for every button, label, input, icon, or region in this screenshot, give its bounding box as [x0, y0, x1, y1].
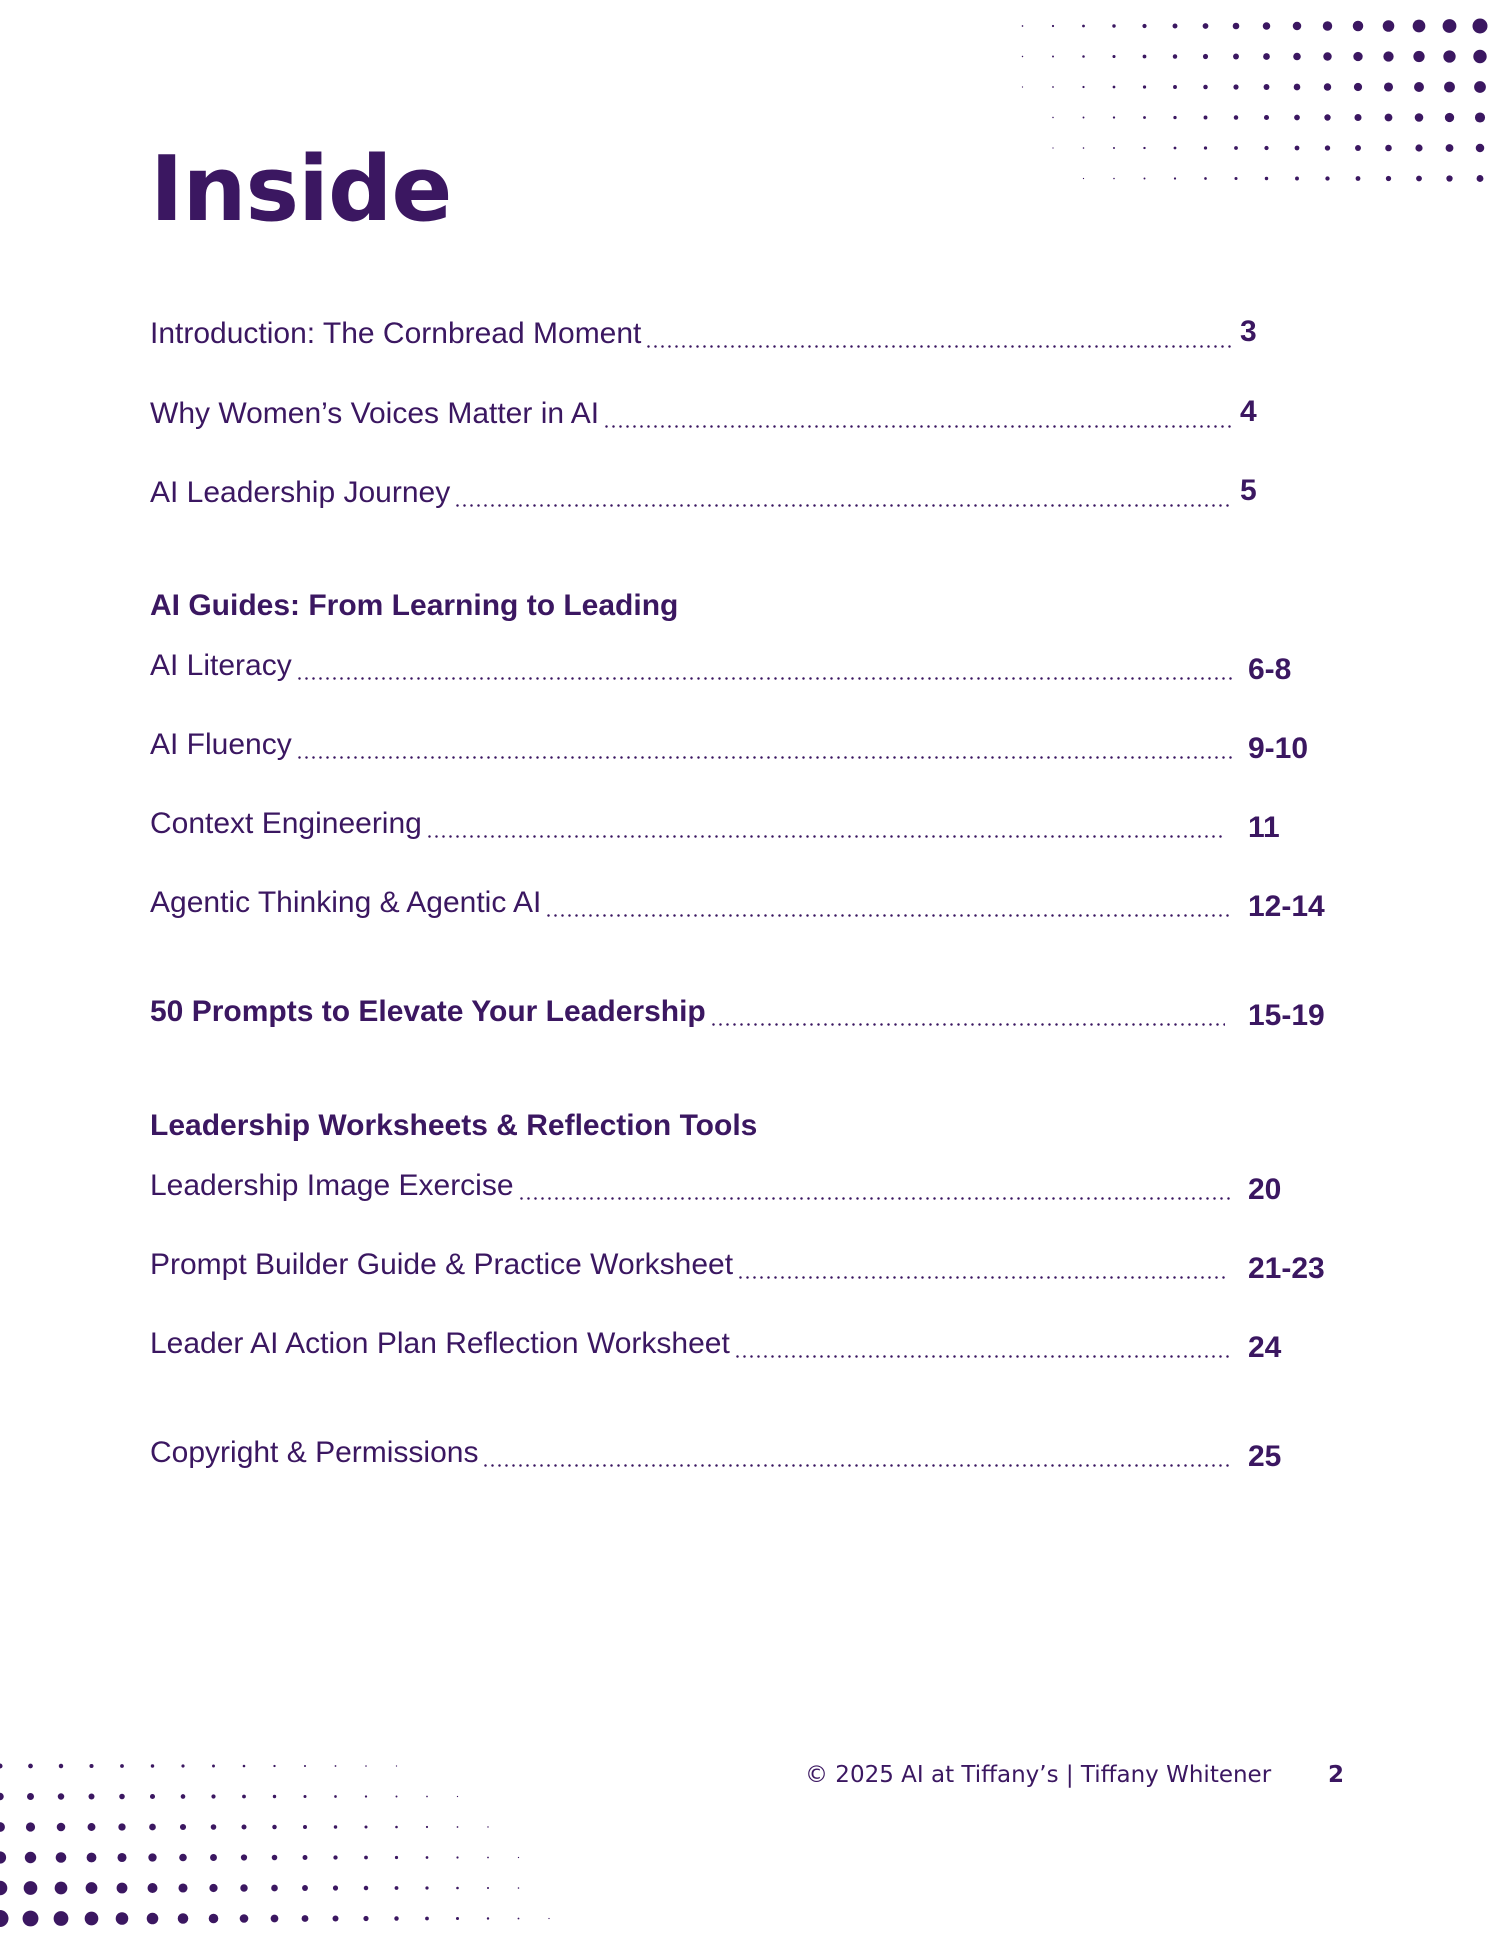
bottom-dot — [55, 1882, 68, 1895]
top-dot — [1415, 144, 1422, 151]
top-dot — [1443, 50, 1455, 62]
top-dot — [1142, 24, 1146, 28]
bottom-dot — [59, 1764, 63, 1768]
bottom-dot — [457, 1826, 459, 1828]
bottom-dot — [487, 1917, 489, 1919]
bottom-dot — [0, 1910, 9, 1927]
bottom-dot — [457, 1796, 458, 1797]
bottom-dot — [120, 1764, 124, 1768]
bottom-dot — [548, 1918, 549, 1919]
footer-page-number: 2 — [1328, 1762, 1345, 1788]
bottom-dot — [364, 1856, 368, 1860]
bottom-dot — [332, 1915, 338, 1921]
bottom-dot — [365, 1765, 367, 1767]
top-dot — [1113, 147, 1115, 149]
toc-entry-leadership-image-exercise[interactable] — [150, 1162, 1340, 1206]
top-dot — [1473, 50, 1486, 63]
top-dot — [1173, 85, 1177, 89]
top-dot — [1324, 114, 1330, 120]
bottom-dot — [211, 1794, 215, 1798]
bottom-dot — [149, 1824, 156, 1831]
top-dot — [1385, 145, 1392, 152]
bottom-dot — [487, 1857, 489, 1859]
bottom-dot — [181, 1764, 184, 1767]
toc-entry-leader-ai-action-plan[interactable] — [150, 1320, 1340, 1364]
bottom-dot — [394, 1916, 398, 1920]
bottom-dot — [395, 1886, 399, 1890]
dot-leader — [296, 677, 1233, 680]
top-dot — [1416, 176, 1422, 182]
bottom-dot — [334, 1825, 337, 1828]
top-dot — [1353, 21, 1364, 32]
toc-page-number: 5 — [1240, 474, 1257, 507]
top-dot — [1293, 22, 1301, 30]
bottom-dot — [151, 1764, 154, 1767]
top-dot — [1234, 146, 1238, 150]
top-dot — [1052, 25, 1054, 27]
bottom-dot — [456, 1856, 458, 1858]
top-dot — [1143, 85, 1146, 88]
bottom-dot — [178, 1913, 189, 1924]
top-dot — [1203, 54, 1208, 59]
bottom-dot — [0, 1851, 6, 1863]
bottom-dot — [272, 1855, 278, 1861]
bottom-dot — [54, 1911, 69, 1926]
top-dot — [1173, 24, 1178, 29]
top-dot — [1234, 115, 1238, 119]
bottom-dot — [0, 1822, 5, 1832]
bottom-dot — [89, 1764, 93, 1768]
toc-entry-label: AI Leadership Journey — [150, 476, 451, 509]
bottom-dot — [333, 1885, 338, 1890]
top-dot — [1203, 85, 1208, 90]
bottom-dot — [303, 1825, 307, 1829]
bottom-dot — [456, 1917, 459, 1920]
top-dot — [1415, 113, 1424, 122]
dot-leader — [426, 835, 1225, 838]
top-dot — [1052, 117, 1053, 118]
top-dot — [1112, 24, 1115, 27]
top-dot — [1355, 145, 1361, 151]
toc-page-number: 20 — [1248, 1173, 1282, 1206]
toc-entry-ai-literacy[interactable] — [150, 642, 1340, 686]
top-dot — [1203, 23, 1209, 29]
top-dot — [1324, 83, 1331, 90]
top-dot — [1022, 56, 1023, 57]
toc-entry-50-prompts[interactable] — [150, 988, 1340, 1032]
top-dot — [1113, 178, 1115, 180]
top-dot — [1446, 144, 1454, 152]
bottom-dot — [240, 1914, 249, 1923]
top-dot — [1174, 177, 1176, 179]
toc-entry-ai-fluency[interactable] — [150, 721, 1340, 765]
toc-page-number: 12-14 — [1248, 890, 1325, 923]
toc-entry-label: Copyright & Permissions — [150, 1436, 479, 1469]
bottom-dot — [426, 1826, 428, 1828]
bottom-dot — [518, 1857, 519, 1858]
toc-entry-why-womens-voices[interactable] — [150, 390, 1340, 434]
top-dot — [1173, 54, 1177, 58]
bottom-dot — [58, 1793, 64, 1799]
dot-leader — [710, 1023, 1225, 1026]
bottom-dot — [456, 1887, 459, 1890]
dot-leader — [645, 345, 1233, 348]
top-dot — [1446, 175, 1452, 181]
bottom-dot — [395, 1826, 398, 1829]
bottom-dot — [147, 1913, 159, 1925]
top-dot — [1233, 84, 1238, 89]
toc-entry-agentic-thinking[interactable] — [150, 879, 1340, 923]
top-dot — [1082, 25, 1085, 28]
bottom-dot — [363, 1916, 368, 1921]
dot-leader — [454, 504, 1233, 507]
top-dot — [1356, 176, 1361, 181]
bottom-dot — [395, 1856, 398, 1859]
top-dot — [1385, 114, 1393, 122]
bottom-dot — [210, 1854, 217, 1861]
toc-entry-label: Leadership Image Exercise — [150, 1169, 514, 1202]
bottom-dot — [27, 1793, 34, 1800]
top-dot — [1083, 147, 1085, 149]
top-dot — [1144, 178, 1146, 180]
bottom-dot — [241, 1854, 247, 1860]
top-dot — [1386, 176, 1391, 181]
top-dot — [1082, 55, 1085, 58]
toc-page-number: 21-23 — [1248, 1252, 1325, 1285]
toc-page-number: 3 — [1240, 315, 1257, 348]
top-dot — [1052, 56, 1054, 58]
top-dot — [1263, 22, 1271, 30]
top-dot — [1173, 116, 1176, 119]
top-dot — [1383, 51, 1393, 61]
bottom-dot — [0, 1763, 3, 1768]
bottom-dot — [242, 1795, 246, 1799]
top-dot — [1113, 116, 1115, 118]
bottom-dot — [28, 1764, 33, 1769]
top-dot — [1384, 82, 1393, 91]
top-dot — [1445, 113, 1454, 122]
bottom-dot — [303, 1855, 308, 1860]
top-dot — [1477, 175, 1484, 182]
top-dot — [1294, 84, 1301, 91]
top-dot — [1263, 53, 1270, 60]
bottom-dot — [87, 1853, 97, 1863]
bottom-dot — [487, 1826, 488, 1827]
bottom-dot — [148, 1883, 158, 1893]
toc-entry-label: AI Fluency — [150, 728, 292, 761]
top-dot — [1264, 115, 1269, 120]
top-dot — [1474, 81, 1486, 93]
toc-entry-label: Leader AI Action Plan Reflection Worksheet — [150, 1327, 730, 1360]
toc-page-number: 6-8 — [1248, 653, 1292, 686]
bottom-dot — [271, 1915, 279, 1923]
top-dot — [1475, 112, 1485, 122]
toc-page-number: 11 — [1248, 811, 1280, 844]
halftone-dots-top-right — [860, 0, 1500, 200]
bottom-dot — [334, 1795, 337, 1798]
top-dot — [1234, 177, 1237, 180]
bottom-dot — [271, 1885, 278, 1892]
bottom-dot — [242, 1825, 247, 1830]
bottom-dot — [26, 1822, 35, 1831]
bottom-dot — [273, 1795, 276, 1798]
bottom-dot — [335, 1765, 337, 1767]
top-dot — [1264, 84, 1270, 90]
toc-entry-label: AI Literacy — [150, 649, 292, 682]
top-dot — [1265, 177, 1268, 180]
toc-page-number: 4 — [1240, 395, 1257, 428]
bottom-dot — [117, 1853, 126, 1862]
bottom-dot — [425, 1917, 429, 1921]
bottom-dot — [426, 1796, 428, 1798]
toc-entry-label: Context Engineering — [150, 807, 422, 840]
top-dot — [1113, 86, 1116, 89]
top-dot — [1476, 144, 1485, 153]
bottom-dot — [25, 1852, 36, 1863]
dot-leader — [545, 914, 1233, 917]
top-dot — [1083, 178, 1084, 179]
bottom-dot — [212, 1765, 215, 1768]
section-heading-ai-guides: AI Guides: From Learning to Leading — [150, 589, 679, 622]
bottom-dot — [119, 1794, 125, 1800]
section-heading-worksheets: Leadership Worksheets & Reflection Tools — [150, 1109, 758, 1142]
bottom-dot — [273, 1765, 275, 1767]
halftone-dots-bottom-left — [0, 1750, 700, 1940]
bottom-dot — [179, 1854, 187, 1862]
toc-entry-label: Why Women’s Voices Matter in AI — [150, 397, 600, 430]
bottom-dot — [150, 1794, 155, 1799]
footer-copyright: © 2025 AI at Tiffany’s | Tiffany Whitener — [805, 1762, 1272, 1788]
top-dot — [1295, 177, 1299, 181]
top-dot — [1052, 147, 1053, 148]
top-dot — [1233, 23, 1240, 30]
bottom-dot — [333, 1855, 337, 1859]
bottom-dot — [181, 1794, 186, 1799]
top-dot — [1444, 82, 1455, 93]
bottom-dot — [364, 1825, 367, 1828]
bottom-dot — [57, 1823, 66, 1832]
top-dot — [1323, 52, 1331, 60]
top-dot — [1294, 115, 1300, 121]
bottom-dot — [243, 1765, 246, 1768]
top-dot — [1414, 82, 1424, 92]
top-dot — [1082, 86, 1084, 88]
dot-leader — [482, 1464, 1233, 1467]
bottom-dot — [56, 1852, 67, 1863]
top-dot — [1233, 54, 1239, 60]
bottom-dot — [396, 1765, 397, 1766]
toc-page-number: 24 — [1248, 1331, 1282, 1364]
toc-entry-label: Introduction: The Cornbread Moment — [150, 317, 642, 350]
bottom-dot — [89, 1794, 95, 1800]
top-dot — [1295, 146, 1300, 151]
bottom-dot — [518, 1887, 520, 1889]
dot-leader — [603, 425, 1233, 428]
bottom-dot — [364, 1886, 368, 1890]
bottom-dot — [24, 1881, 38, 1895]
toc-page-number: 25 — [1248, 1440, 1282, 1473]
top-dot — [1022, 86, 1023, 87]
bottom-dot — [88, 1823, 96, 1831]
bottom-dot — [365, 1795, 367, 1797]
top-dot — [1323, 21, 1332, 30]
toc-entry-copyright[interactable] — [150, 1429, 1340, 1473]
bottom-dot — [211, 1824, 217, 1830]
bottom-dot — [272, 1825, 276, 1829]
top-dot — [1325, 176, 1329, 180]
top-dot — [1052, 86, 1054, 88]
top-dot — [1204, 146, 1207, 149]
top-dot — [1413, 51, 1424, 62]
bottom-dot — [85, 1912, 99, 1926]
top-dot — [1143, 147, 1145, 149]
top-dot — [1325, 145, 1330, 150]
top-dot — [1413, 20, 1426, 33]
toc-page-number: 15-19 — [1248, 999, 1325, 1032]
toc-entry-prompt-builder-guide[interactable] — [150, 1241, 1340, 1285]
top-dot — [1204, 116, 1208, 120]
page-title: Inside — [150, 137, 452, 242]
bottom-dot — [148, 1853, 156, 1861]
dot-leader — [734, 1355, 1233, 1358]
bottom-dot — [209, 1914, 219, 1924]
dot-leader — [296, 756, 1233, 759]
toc-entry-ai-leadership-journey[interactable] — [150, 469, 1340, 513]
bottom-dot — [487, 1887, 489, 1889]
bottom-dot — [0, 1881, 7, 1896]
top-dot — [1143, 55, 1147, 59]
dot-leader — [737, 1276, 1225, 1279]
bottom-dot — [116, 1912, 129, 1925]
toc-entry-introduction[interactable] — [150, 310, 1340, 354]
bottom-dot — [396, 1796, 398, 1798]
top-dot — [1143, 116, 1146, 119]
top-dot — [1473, 19, 1488, 34]
toc-entry-label: 50 Prompts to Elevate Your Leadership — [150, 995, 706, 1028]
top-dot — [1443, 19, 1457, 33]
top-dot — [1354, 83, 1362, 91]
top-dot — [1353, 52, 1362, 61]
top-dot — [1293, 53, 1301, 61]
top-dot — [1383, 20, 1395, 32]
bottom-dot — [118, 1823, 125, 1830]
bottom-dot — [0, 1793, 4, 1800]
bottom-dot — [86, 1882, 98, 1894]
bottom-dot — [304, 1765, 306, 1767]
top-dot — [1204, 177, 1207, 180]
top-dot — [1354, 114, 1361, 121]
bottom-dot — [178, 1883, 187, 1892]
top-dot — [1112, 55, 1115, 58]
bottom-dot — [180, 1824, 186, 1830]
bottom-dot — [302, 1885, 308, 1891]
top-dot — [1083, 117, 1085, 119]
toc-entry-label: Prompt Builder Guide & Practice Worksheet — [150, 1248, 734, 1281]
bottom-dot — [117, 1883, 128, 1894]
top-dot — [1022, 25, 1024, 27]
toc-entry-label: Agentic Thinking & Agentic AI — [150, 886, 542, 919]
bottom-dot — [518, 1918, 520, 1920]
bottom-dot — [425, 1886, 428, 1889]
bottom-dot — [302, 1915, 309, 1922]
toc-page-number: 9-10 — [1248, 732, 1309, 765]
top-dot — [1174, 147, 1177, 150]
top-dot — [1264, 146, 1268, 150]
toc-entry-context-engineering[interactable] — [150, 800, 1340, 844]
bottom-dot — [240, 1884, 247, 1891]
dot-leader — [518, 1197, 1233, 1200]
bottom-dot — [23, 1911, 39, 1927]
bottom-dot — [303, 1795, 306, 1798]
bottom-dot — [426, 1856, 429, 1859]
bottom-dot — [209, 1884, 217, 1892]
